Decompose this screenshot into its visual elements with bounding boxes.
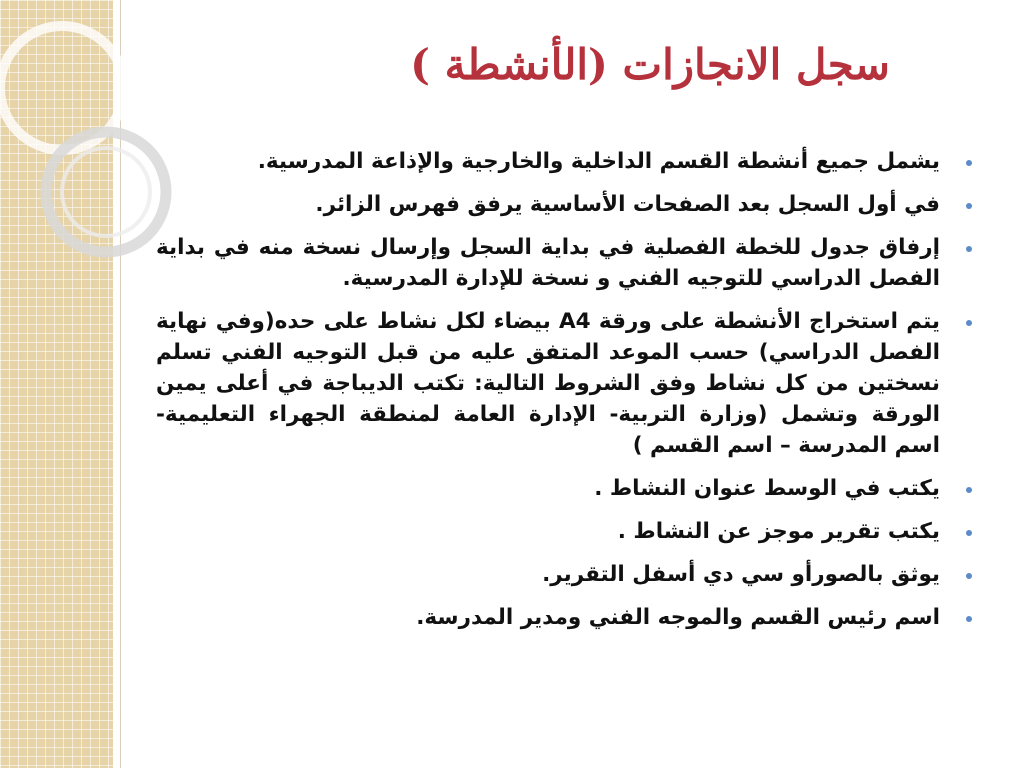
bullet-icon bbox=[966, 616, 972, 622]
bullet-list bbox=[156, 146, 976, 645]
list-item bbox=[156, 146, 976, 177]
list-item bbox=[156, 473, 976, 504]
bullet-icon bbox=[966, 320, 972, 326]
bullet-text: يشمل جميع أنشطة القسم الداخلية والخارجية والإذاعة المدرسية. bbox=[257, 149, 940, 174]
bullet-text: في أول السجل بعد الصفحات الأساسية يرفق فهرس الزائر. bbox=[315, 192, 940, 217]
bullet-text: يكتب تقرير موجز عن النشاط . bbox=[617, 519, 940, 544]
bullet-icon bbox=[966, 203, 972, 209]
bullet-text: اسم رئيس القسم والموجه الفني ومدير المدرسة. bbox=[416, 605, 940, 630]
bullet-text: يتم استخراج الأنشطة على ورقة A4 بيضاء لكل نشاط على حده(وفي نهاية الفصل الدراسي) حسب الموعد المتفق عليه من قبل التوجيه الفني تسلم نسختين من كل نشاط وفق الشروط التالية: تكتب الديباجة في أعلى يمين الورقة وتشمل (وزارة التربية- الإدارة العامة لمنطقة الجهراء التعليمية- اسم المدرسة – اسم القسم ) bbox=[156, 309, 940, 458]
list-item bbox=[156, 189, 976, 220]
list-item bbox=[156, 516, 976, 547]
list-item bbox=[156, 559, 976, 590]
list-item bbox=[156, 306, 976, 461]
bullet-icon bbox=[966, 246, 972, 252]
bullet-icon bbox=[966, 573, 972, 579]
slide-title: سجل الانجازات (الأنشطة ) bbox=[410, 40, 890, 89]
bullet-icon bbox=[966, 160, 972, 166]
bullet-text: إرفاق جدول للخطة الفصلية في بداية السجل وإرسال نسخة منه في بداية الفصل الدراسي للتوجيه الفني و نسخة للإدارة المدرسية. bbox=[156, 235, 940, 291]
bullet-text: يوثق بالصورأو سي دي أسفل التقرير. bbox=[542, 562, 940, 587]
deco-circle-inner bbox=[62, 148, 150, 236]
list-item bbox=[156, 602, 976, 633]
bullet-icon bbox=[966, 487, 972, 493]
list-item bbox=[156, 232, 976, 294]
bullet-icon bbox=[966, 530, 972, 536]
bullet-text: يكتب في الوسط عنوان النشاط . bbox=[594, 476, 940, 501]
